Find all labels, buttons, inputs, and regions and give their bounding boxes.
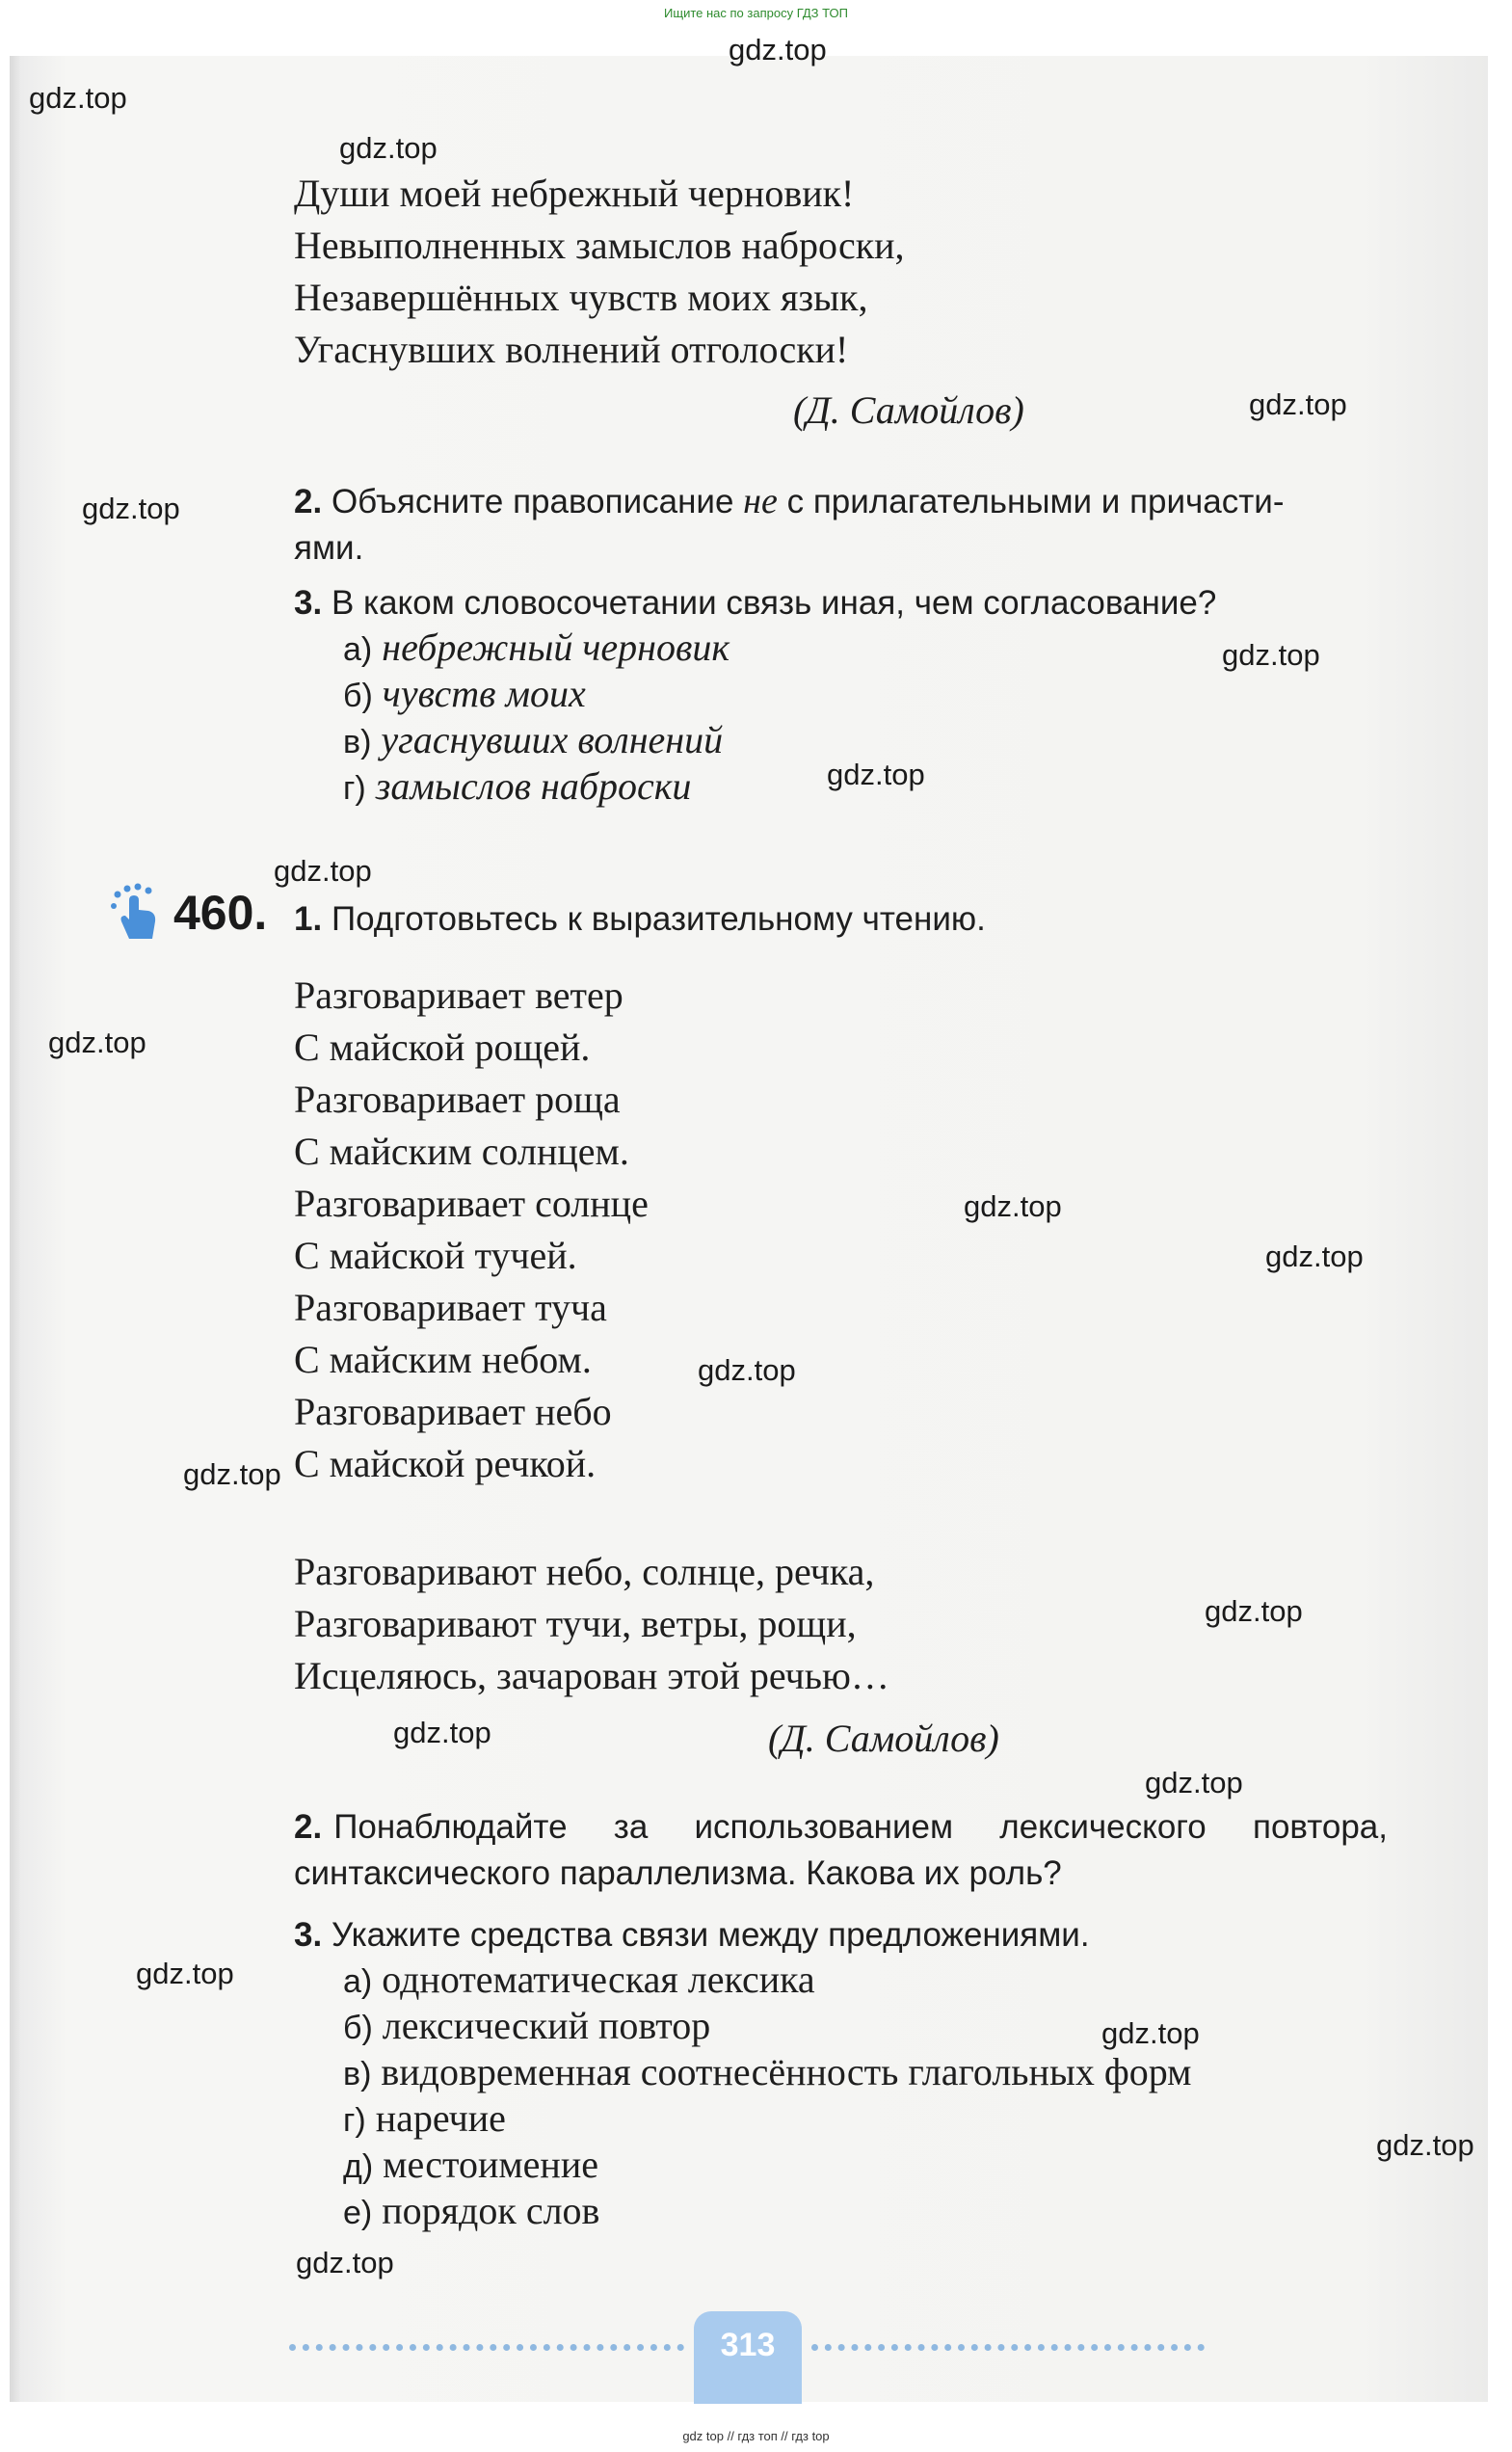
option-letter: а) — [343, 1963, 373, 2000]
poem-line: С майской рощей. — [294, 1026, 591, 1069]
task-text: с прилагательными и причасти- — [777, 483, 1285, 520]
watermark: gdz.top — [136, 1957, 234, 1990]
poem-2 — [294, 970, 649, 1490]
page-footer — [289, 2311, 1205, 2388]
poem-line: Невыполненных замыслов наброски, — [294, 224, 905, 267]
option-letter: г) — [343, 2102, 366, 2139]
watermark: gdz.top — [393, 1716, 491, 1749]
watermark: gdz.top — [1376, 2128, 1474, 2162]
poem-line: Души моей небрежный черновик! — [294, 172, 855, 215]
watermark: gdz.top — [296, 2246, 394, 2279]
footer-dots-left — [289, 2344, 684, 2352]
page-number: 313 — [694, 2311, 802, 2404]
option-letter: а) — [343, 631, 373, 668]
task-text: Понаблюдайте за использованием лексического повтора, — [333, 1808, 1388, 1846]
option-text: наречие — [375, 2096, 506, 2140]
watermark: gdz.top — [1222, 638, 1320, 672]
poem-line: С майским небом. — [294, 1338, 592, 1381]
watermark: gdz.top — [339, 131, 438, 165]
poem-line: Разговаривает ветер — [294, 973, 623, 1017]
task-text: Подготовьтесь к выразительному чтению. — [331, 900, 986, 938]
option-letter: г) — [343, 770, 366, 807]
watermark: gdz.top — [698, 1353, 796, 1387]
poem-line: Угаснувших волнений отголоски! — [294, 328, 849, 371]
hand-pointer-icon — [108, 883, 164, 941]
exercise-number: 460. — [173, 886, 268, 940]
option-text: видовременная соотнесённость глагольных форм — [381, 2050, 1192, 2093]
option-text: угаснувших волнений — [381, 718, 724, 761]
option-letter: е) — [343, 2195, 373, 2231]
poem-line: Разговаривают тучи, ветры, рощи, — [294, 1602, 857, 1645]
task-number: 2. — [294, 1808, 323, 1846]
option-letter: в) — [343, 2056, 372, 2092]
task-explain-spelling — [294, 478, 1402, 572]
watermark: gdz.top — [48, 1026, 146, 1059]
answer-option — [343, 625, 729, 670]
exercise-task-3 — [294, 1912, 1090, 1959]
footer-dots-right — [811, 2344, 1205, 2352]
answer-option — [343, 2049, 1191, 2094]
poem-line: Разговаривает солнце — [294, 1182, 649, 1225]
bleed-through-text — [1156, 172, 1474, 422]
exercise-task-2 — [294, 1804, 1388, 1897]
option-letter: б) — [343, 678, 373, 714]
header-note: Ищите нас по запросу ГДЗ ТОП — [664, 6, 848, 20]
poem-2-author: (Д. Самойлов) — [768, 1717, 999, 1760]
task-number: 3. — [294, 1916, 323, 1954]
option-text: чувств моих — [382, 672, 586, 715]
footer-note: gdz top // гдз топ // гдз top — [682, 2429, 830, 2443]
option-letter: д) — [343, 2148, 374, 2185]
poem-line: С майской тучей. — [294, 1234, 577, 1277]
answer-option — [343, 2095, 506, 2141]
task-number: 1. — [294, 900, 323, 938]
option-text: небрежный черновик — [382, 626, 730, 669]
watermark: gdz.top — [729, 33, 827, 67]
poem-1-author: (Д. Самойлов) — [793, 388, 1024, 432]
answer-option — [343, 1957, 815, 2002]
answer-option — [343, 717, 723, 762]
task-connection-type — [294, 580, 1450, 626]
option-text: порядок слов — [382, 2189, 600, 2232]
watermark: gdz.top — [1249, 387, 1347, 421]
task-text: синтаксического параллелизма. Какова их роль? — [294, 1854, 1062, 1892]
option-text: местоимение — [383, 2143, 598, 2186]
answer-option — [343, 763, 691, 809]
poem-line: С майским солнцем. — [294, 1130, 629, 1173]
watermark: gdz.top — [183, 1457, 281, 1491]
watermark: gdz.top — [274, 854, 372, 888]
watermark: gdz.top — [29, 81, 127, 115]
option-text: однотематическая лексика — [382, 1958, 815, 2001]
bleed-through-text — [1156, 1020, 1474, 1791]
poem-2-stanza-2 — [294, 1546, 889, 1702]
exercise-task-1 — [294, 896, 986, 943]
task-number: 2. — [294, 483, 323, 520]
watermark: gdz.top — [1205, 1594, 1303, 1628]
task-text-emphasis: не — [743, 481, 778, 521]
option-letter: в) — [343, 724, 372, 760]
watermark: gdz.top — [964, 1189, 1062, 1223]
poem-line: Разговаривает туча — [294, 1286, 607, 1329]
poem-line: С майской речкой. — [294, 1442, 597, 1485]
watermark: gdz.top — [1145, 1766, 1243, 1799]
watermark: gdz.top — [1265, 1239, 1364, 1273]
task-text: Объясните правописание — [331, 483, 744, 520]
task-number: 3. — [294, 584, 323, 622]
poem-1 — [294, 168, 905, 376]
poem-line: Разговаривают небо, солнце, речка, — [294, 1550, 875, 1593]
poem-line: Незавершённых чувств моих язык, — [294, 276, 868, 319]
poem-line: Разговаривает роща — [294, 1078, 621, 1121]
poem-line: Разговаривает небо — [294, 1390, 612, 1433]
task-text: ями. — [294, 529, 364, 567]
answer-option — [343, 2003, 710, 2048]
option-text: лексический повтор — [382, 2004, 711, 2047]
answer-option — [343, 671, 586, 716]
watermark: gdz.top — [82, 492, 180, 525]
poem-line: Исцеляюсь, зачарован этой речью… — [294, 1654, 889, 1697]
answer-option — [343, 2142, 598, 2187]
option-text: замыслов наброски — [375, 764, 692, 808]
task-text: В каком словосочетании связь иная, чем согласование? — [331, 584, 1217, 622]
watermark: gdz.top — [827, 758, 925, 791]
option-letter: б) — [343, 2010, 373, 2046]
task-text: Укажите средства связи между предложениями. — [331, 1916, 1090, 1954]
answer-option — [343, 2188, 599, 2233]
watermark: gdz.top — [1101, 2016, 1200, 2050]
